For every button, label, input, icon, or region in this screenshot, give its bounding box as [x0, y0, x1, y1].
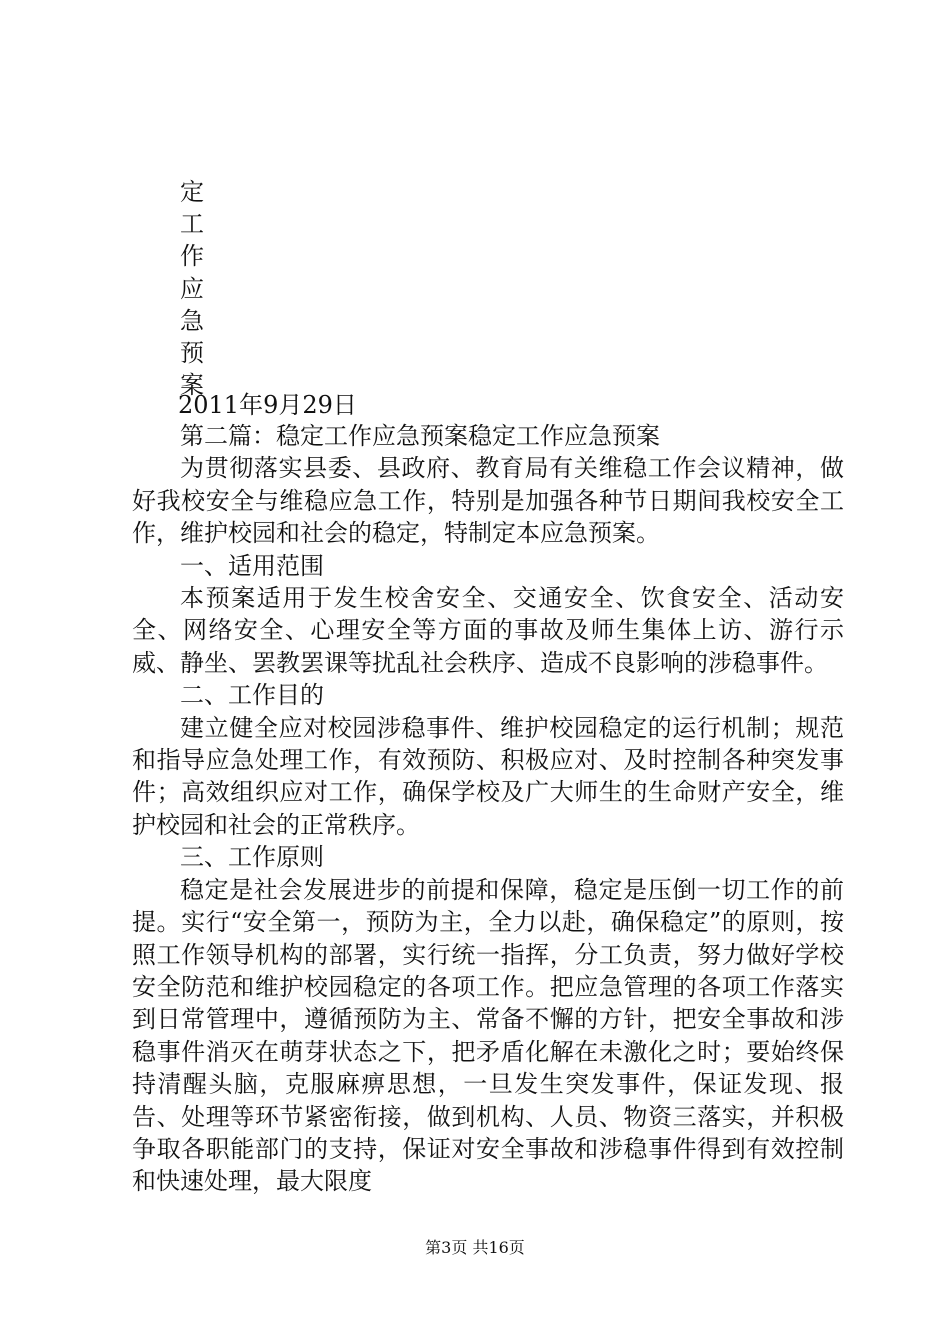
- vertical-title-char: 急: [180, 306, 204, 335]
- vertical-title-char: 预: [180, 338, 204, 367]
- vertical-title-char: 案: [180, 371, 204, 400]
- document-body: [132, 420, 844, 1198]
- vertical-title-char: 应: [180, 274, 204, 303]
- section-heading-principles: 三、工作原则: [180, 843, 324, 872]
- vertical-title: [180, 176, 204, 401]
- vertical-title-char: 作: [180, 242, 204, 271]
- chapter-heading: 第二篇：稳定工作应急预案稳定工作应急预案: [180, 422, 660, 450]
- vertical-title-char: 工: [180, 210, 204, 239]
- principles-paragraph: 稳定是社会发展进步的前提和保障，稳定是压倒一切工作的前提。实行“安全第一，预防为主，全力以赴，确保稳定”的原则，按照工作领导机构的部署，实行统一指挥，分工负责，努力做好学校安全防范和维护校园稳定的各项工作。把应急管理的各项工作落实到日常管理中，遵循预防为主、常备不懈的方针，把安全事故和涉稳事件消灭在萌芽状态之下，把矛盾化解在未激化之时；要始终保持清醒头脑，克服麻痹思想，一旦发生突发事件，保证发现、报告、处理等环节紧密衔接，做到机构、人员、物资三落实，并积极争取各职能部门的支持，保证对安全事故和涉稳事件得到有效控制和快速处理，最大限度: [132, 875, 844, 1196]
- section-heading-scope: 一、适用范围: [180, 551, 324, 580]
- purpose-paragraph: 建立健全应对校园涉稳事件、维护校园稳定的运行机制；规范和指导应急处理工作，有效预防、积极应对、及时控制各种突发事件；高效组织应对工作，确保学校及广大师生的生命财产安全，维护校园和社会的正常秩序。: [132, 713, 844, 839]
- intro-paragraph: 为贯彻落实县委、县政府、教育局有关维稳工作会议精神，做好我校安全与维稳应急工作，特别是加强各种节日期间我校安全工作，维护校园和社会的稳定，特制定本应急预案。: [132, 454, 844, 548]
- document-date: 2011年9月29日: [178, 391, 357, 419]
- section-heading-purpose: 二、工作目的: [180, 681, 324, 710]
- page-footer: 第3页 共16页: [425, 1238, 525, 1257]
- vertical-title-char: 定: [180, 178, 204, 206]
- scope-paragraph: 本预案适用于发生校舍安全、交通安全、饮食安全、活动安全、网络安全、心理安全等方面的事故及师生集体上访、游行示威、静坐、罢教罢课等扰乱社会秩序、造成不良影响的涉稳事件。: [132, 584, 844, 677]
